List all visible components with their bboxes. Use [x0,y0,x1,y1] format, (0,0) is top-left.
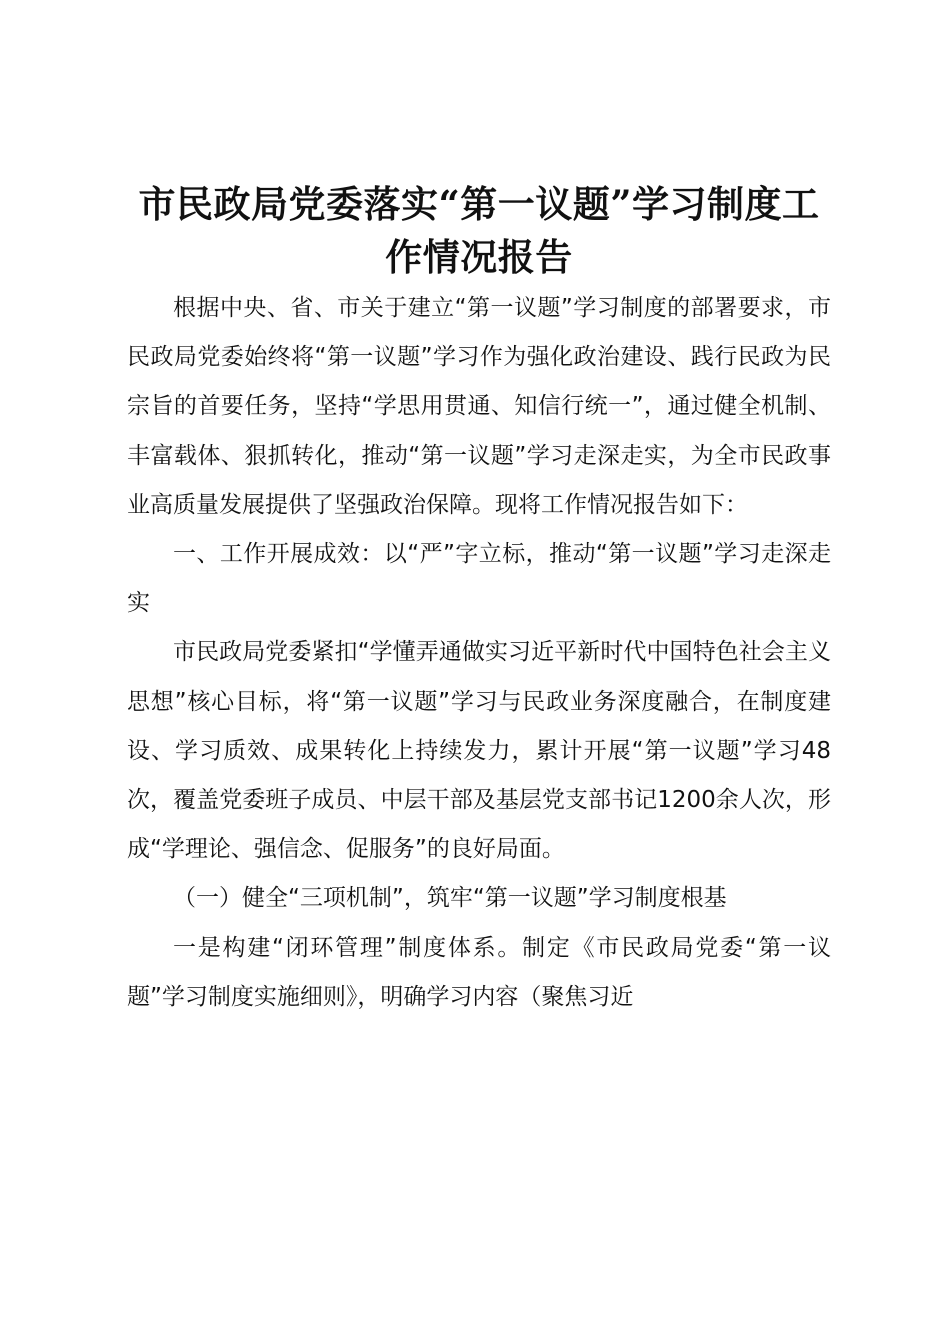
body-paragraph: 市民政局党委紧扣“学懂弄通做实习近平新时代中国特色社会主义思想”核心目标，将“第一议题”学习与民政业务深度融合，在制度建设、学习质效、成果转化上持续发力，累计开展“第一议题”学习48次，覆盖党委班子成员、中层干部及基层党支部书记1200余人次，形成“学理论、强信念、促服务”的良好局面。 [127,639,831,863]
section-heading-1: 一、工作开展成效：以“严”字立标，推动“第一议题”学习走深走实 [127,541,831,617]
intro-paragraph: 根据中央、省、市关于建立“第一议题”学习制度的部署要求，市民政局党委始终将“第一议题”学习作为强化政治建设、践行民政为民宗旨的首要任务，坚持“学思用贯通、知信行统一”，通过健全机制、丰富载体、狠抓转化，推动“第一议题”学习走深走实，为全市民政事业高质量发展提供了坚强政治保障。现将工作情况报告如下： [127,295,831,518]
document-title: 市民政局党委落实“第一议题”学习制度工作情况报告 [138,182,820,279]
document-body [127,178,831,1022]
body-paragraph-truncated: 一是构建“闭环管理”制度体系。制定《市民政局党委“第一议题”学习制度实施细则》，明确学习内容（聚焦习近 [127,934,831,1010]
subsection-heading-1: （一）健全“三项机制”，筑牢“第一议题”学习制度根基 [173,885,727,912]
